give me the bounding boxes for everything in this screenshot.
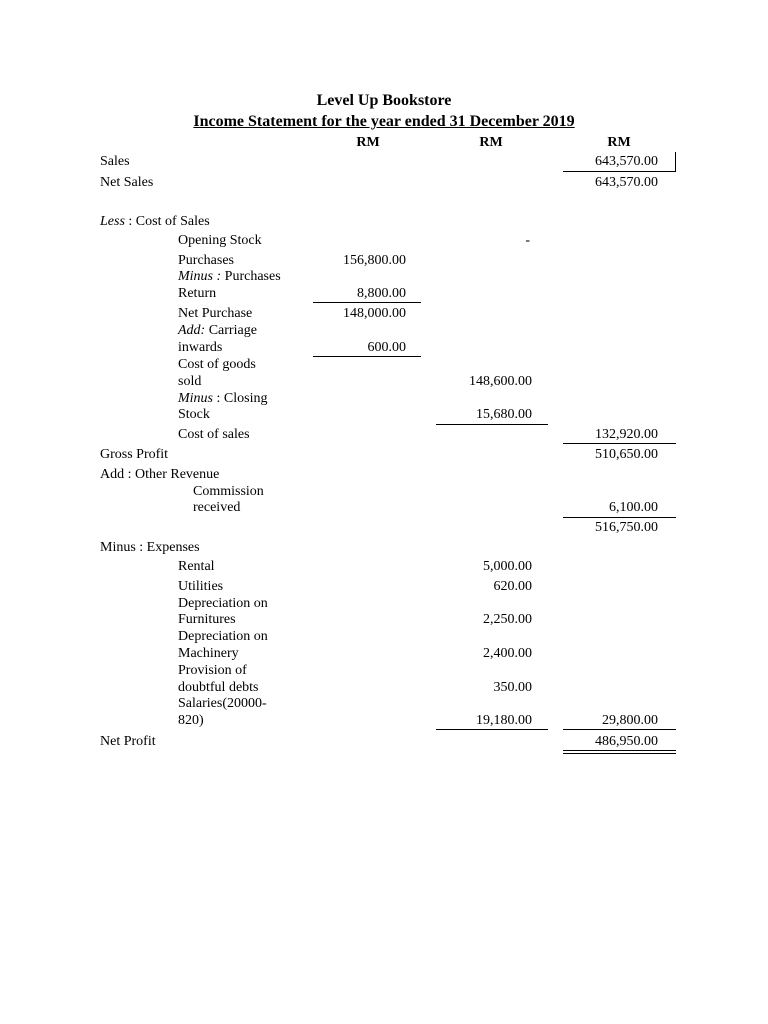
carriage-inwards-label-line2: inwards [178, 340, 223, 355]
net-sales-amount: 643,570.00 [595, 175, 658, 190]
closing-stock-text: : Closing [213, 391, 268, 406]
net-purchase-label: Net Purchase [178, 306, 253, 321]
carriage-inwards-underline [313, 356, 421, 357]
purchases-return-underline [313, 302, 421, 303]
carriage-inwards-amount: 600.00 [367, 340, 406, 355]
purchases-return-label-line2: Return [178, 286, 217, 301]
closing-stock-underline [436, 424, 548, 425]
salaries-underline [436, 729, 548, 730]
provision-doubtful-debts-label: Provision of [178, 663, 247, 678]
subtotal-after-revenue-amount: 516,750.00 [595, 520, 658, 535]
closing-stock-amount: 15,680.00 [476, 407, 532, 422]
company-name: Level Up Bookstore [316, 92, 452, 109]
rental-label: Rental [178, 559, 215, 574]
cost-of-sales-amount: 132,920.00 [595, 427, 658, 442]
closing-stock-label-line2: Stock [178, 407, 210, 422]
purchases-label: Purchases [178, 253, 234, 268]
net-purchase-amount: 148,000.00 [343, 306, 406, 321]
depreciation-machinery-label-line2: Machinery [178, 646, 239, 661]
carriage-inwards-text: Carriage [205, 323, 257, 338]
closing-stock-label [178, 391, 267, 407]
purchases-amount: 156,800.00 [343, 253, 406, 268]
salaries-amount: 19,180.00 [476, 713, 532, 728]
opening-stock-amount: - [525, 233, 530, 248]
utilities-label: Utilities [178, 579, 224, 594]
depreciation-furnitures-label: Depreciation on [178, 596, 268, 611]
provision-doubtful-debts-amount: 350.00 [493, 680, 532, 695]
column-header-1: RM [356, 135, 380, 150]
sales-amount: 643,570.00 [595, 154, 658, 169]
column-header-3: RM [607, 135, 631, 150]
expenses-heading: Minus : Expenses [100, 540, 200, 555]
other-revenue-label: Add : Other Revenue [100, 467, 220, 482]
column-header-2: RM [479, 135, 503, 150]
commission-received-underline [563, 517, 676, 518]
depreciation-machinery-label: Depreciation on [178, 629, 268, 644]
depreciation-machinery-amount: 2,400.00 [483, 646, 532, 661]
rental-amount: 5,000.00 [483, 559, 532, 574]
utilities-amount: 620.00 [493, 579, 532, 594]
cost-of-goods-sold-label: Cost of goods [178, 357, 256, 372]
gross-profit-amount: 510,650.00 [595, 447, 658, 462]
commission-received-label-line2: received [193, 500, 241, 515]
less-prefix: Less [100, 214, 125, 229]
cost-of-sales-heading-text: : Cost of Sales [124, 214, 210, 229]
depreciation-furnitures-label-line2: Furnitures [178, 612, 236, 627]
net-profit-double-underline-top [563, 750, 676, 751]
opening-stock-label: Opening Stock [178, 233, 262, 248]
commission-received-label: Commission [193, 484, 264, 499]
cost-of-sales-heading [100, 214, 210, 230]
purchases-return-label [178, 269, 281, 285]
net-profit-label: Net Profit [100, 734, 156, 749]
commission-received-amount: 6,100.00 [609, 500, 658, 515]
add-prefix: Add: [178, 323, 206, 338]
cost-of-goods-sold-amount: 148,600.00 [469, 374, 532, 389]
sales-underline [563, 171, 676, 172]
purchases-return-amount: 8,800.00 [357, 286, 406, 301]
sales-vertical-rule [675, 152, 676, 172]
cost-of-sales-underline [563, 443, 676, 444]
net-profit-double-underline-bottom [563, 753, 676, 754]
minus-prefix: Minus : [178, 269, 222, 284]
carriage-inwards-label [178, 323, 257, 339]
sales-label: Sales [100, 154, 130, 169]
gross-profit-label: Gross Profit [100, 447, 169, 462]
minus-prefix-closing: Minus [178, 391, 213, 406]
net-sales-label: Net Sales [100, 175, 154, 190]
cost-of-sales-label: Cost of sales [178, 427, 250, 442]
total-expenses-amount: 29,800.00 [602, 713, 658, 728]
net-profit-amount: 486,950.00 [595, 734, 658, 749]
purchases-return-text: Purchases [221, 269, 281, 284]
depreciation-furnitures-amount: 2,250.00 [483, 612, 532, 627]
provision-doubtful-debts-label-line2: doubtful debts [178, 680, 259, 695]
total-expenses-underline [563, 729, 676, 730]
cost-of-goods-sold-label-line2: sold [178, 374, 202, 389]
statement-title: Income Statement for the year ended 31 December 2019 [193, 113, 575, 130]
salaries-label: Salaries(20000- [178, 696, 267, 711]
salaries-label-line2: 820) [178, 713, 204, 728]
